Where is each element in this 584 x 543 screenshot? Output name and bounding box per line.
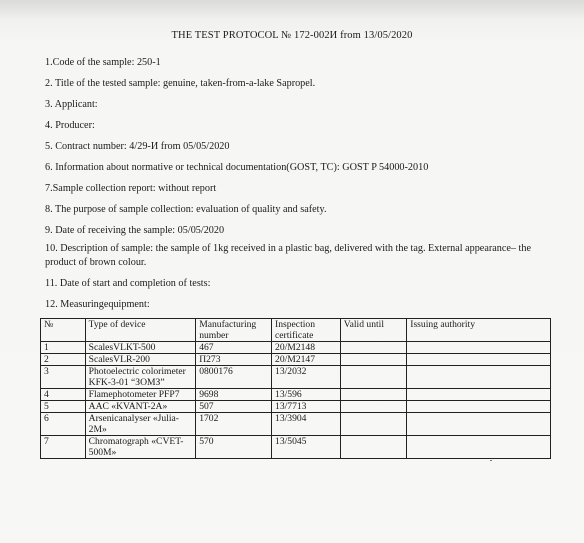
cell-valid-until <box>340 366 407 389</box>
cell-device-type: Arsenicanalyser «Julia-2M» <box>85 413 196 436</box>
scan-speck <box>490 460 492 461</box>
cell-inspection-certificate: 13/7713 <box>272 401 341 413</box>
cell-manufacturing-number: 9698 <box>196 389 272 401</box>
cell-valid-until <box>340 354 407 366</box>
cell-valid-until <box>340 413 407 436</box>
cell-inspection-certificate: 13/2032 <box>272 366 341 389</box>
cell-number: 5 <box>41 401 86 413</box>
table-row <box>41 401 551 413</box>
cell-device-type: ScalesVLKT-500 <box>85 342 196 354</box>
cell-manufacturing-number: 0800176 <box>196 366 272 389</box>
item-sample-title: 2. Title of the tested sample: genuine, taken-from-a-lake Sapropel. <box>45 78 316 89</box>
cell-valid-until <box>340 342 407 354</box>
cell-device-type: Flamephotometer PFP7 <box>85 389 196 401</box>
scan-bleed <box>0 0 584 20</box>
table-row <box>41 342 551 354</box>
cell-device-type: Photoelectric colorimeter KFK-3-01 “ЗОМЗ” <box>85 366 196 389</box>
cell-issuing-authority <box>407 342 551 354</box>
cell-valid-until <box>340 436 407 459</box>
equipment-table <box>40 318 551 459</box>
item-contract-number: 5. Contract number: 4/29-И from 05/05/2020 <box>45 141 230 152</box>
item-collection-report: 7.Sample collection report: without report <box>45 183 217 194</box>
item-receiving-date: 9. Date of receiving the sample: 05/05/2020 <box>45 225 225 236</box>
table-header-row <box>41 319 551 342</box>
table-row <box>41 354 551 366</box>
cell-inspection-certificate: 13/596 <box>272 389 341 401</box>
cell-manufacturing-number: 1702 <box>196 413 272 436</box>
cell-issuing-authority <box>407 389 551 401</box>
cell-manufacturing-number: 467 <box>196 342 272 354</box>
table-row <box>41 413 551 436</box>
item-normative-docs: 6. Information about normative or technical documentation(GOST, TC): GOST P 54000-2010 <box>45 162 429 173</box>
cell-manufacturing-number: П273 <box>196 354 272 366</box>
cell-number: 4 <box>41 389 86 401</box>
table-row <box>41 389 551 401</box>
column-header-valid-until: Valid until <box>340 319 407 342</box>
cell-number: 6 <box>41 413 86 436</box>
item-applicant: 3. Applicant: <box>45 99 98 110</box>
document-title: THE TEST PROTOCOL № 172-002И from 13/05/2020 <box>171 30 413 41</box>
item-measuring-equipment: 12. Measuringequipment: <box>45 299 150 310</box>
cell-device-type: AAC «KVANT-2A» <box>85 401 196 413</box>
column-header-manufacturing-number: Manufacturing number <box>196 319 272 342</box>
cell-manufacturing-number: 570 <box>196 436 272 459</box>
cell-number: 1 <box>41 342 86 354</box>
cell-number: 7 <box>41 436 86 459</box>
cell-inspection-certificate: 13/5045 <box>272 436 341 459</box>
cell-valid-until <box>340 389 407 401</box>
item-sample-code: 1.Code of the sample: 250-1 <box>45 57 161 68</box>
column-header-device-type: Type of device <box>85 319 196 342</box>
cell-number: 2 <box>41 354 86 366</box>
cell-inspection-certificate: 20/M2147 <box>272 354 341 366</box>
item-producer: 4. Producer: <box>45 120 95 131</box>
cell-inspection-certificate: 13/3904 <box>272 413 341 436</box>
cell-issuing-authority <box>407 401 551 413</box>
cell-valid-until <box>340 401 407 413</box>
item-sample-description: 10. Description of sample: the sample of 1kg received in a plastic bag, delivered with the tag. External appearance– the product of brown colour. <box>45 243 531 268</box>
cell-device-type: Chromatograph «CVET-500M» <box>85 436 196 459</box>
table-row <box>41 366 551 389</box>
item-collection-purpose: 8. The purpose of sample collection: evaluation of quality and safety. <box>45 204 327 215</box>
cell-issuing-authority <box>407 436 551 459</box>
column-header-issuing-authority: Issuing authority <box>407 319 551 342</box>
cell-issuing-authority <box>407 354 551 366</box>
cell-inspection-certificate: 20/M2148 <box>272 342 341 354</box>
column-header-inspection-certificate: Inspection certificate <box>272 319 341 342</box>
cell-device-type: ScalesVLR-200 <box>85 354 196 366</box>
cell-number: 3 <box>41 366 86 389</box>
cell-issuing-authority <box>407 366 551 389</box>
column-header-number: № <box>41 319 86 342</box>
table-row <box>41 436 551 459</box>
item-test-dates: 11. Date of start and completion of tests: <box>45 278 211 289</box>
cell-issuing-authority <box>407 413 551 436</box>
cell-manufacturing-number: 507 <box>196 401 272 413</box>
